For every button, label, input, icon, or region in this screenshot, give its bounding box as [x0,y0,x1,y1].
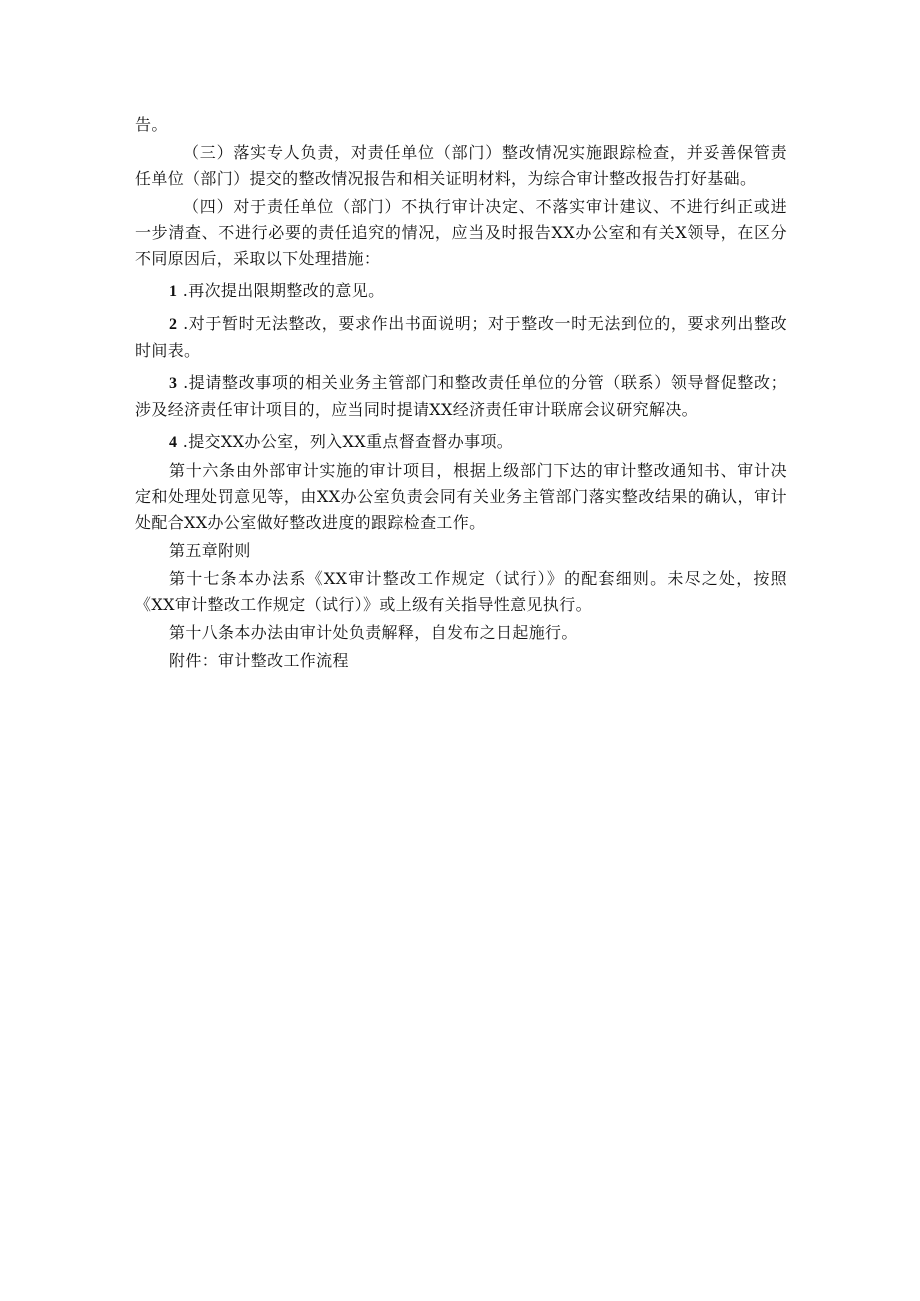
measure-item-1 [135,278,787,305]
measure-text: .提交XX办公室，列入XX重点督查督办事项。 [182,432,514,451]
document-body [135,112,787,674]
measure-text: .再次提出限期整改的意见。 [182,281,385,300]
measure-item-4 [135,429,787,456]
chapter-5-heading: 第五章附则 [169,541,251,560]
attachment-line: 附件：审计整改工作流程 [169,651,349,670]
article-16: 第十六条由外部审计实施的审计项目，根据上级部门下达的审计整改通知书、审计决定和处理处罚意见等，由XX办公室负责会同有关业务主管部门落实整改结果的确认，审计处配合XX办公室做好整改进度的跟踪检查工作。 [135,461,787,532]
paragraph-item-four: （四）对于责任单位（部门）不执行审计决定、不落实审计建议、不进行纠正或进一步清查、不进行必要的责任追究的情况，应当及时报告XX办公室和有关X领导，在区分不同原因后，采取以下处理措施： [135,197,787,268]
measure-text: .对于暂时无法整改，要求作出书面说明；对于整改一时无法到位的，要求列出整改时间表。 [135,314,787,360]
measure-item-3 [135,370,787,423]
measure-number: 4 [169,434,178,451]
article-17: 第十七条本办法系《XX审计整改工作规定（试行）》的配套细则。未尽之处，按照《XX审计整改工作规定（试行）》或上级有关指导性意见执行。 [135,569,787,614]
paragraph-item-three: （三）落实专人负责，对责任单位（部门）整改情况实施跟踪检查，并妥善保管责任单位（部门）提交的整改情况报告和相关证明材料，为综合审计整改报告打好基础。 [135,143,787,188]
paragraph-continuation: 告。 [135,115,168,134]
measure-number: 3 [169,375,178,392]
measure-text: .提请整改事项的相关业务主管部门和整改责任单位的分管（联系）领导督促整改；涉及经济责任审计项目的，应当同时提请XX经济责任审计联席会议研究解决。 [135,373,787,419]
measure-number: 2 [169,316,178,333]
measure-number: 1 [169,283,178,300]
measure-item-2 [135,311,787,364]
article-18: 第十八条本办法由审计处负责解释，自发布之日起施行。 [169,623,578,642]
